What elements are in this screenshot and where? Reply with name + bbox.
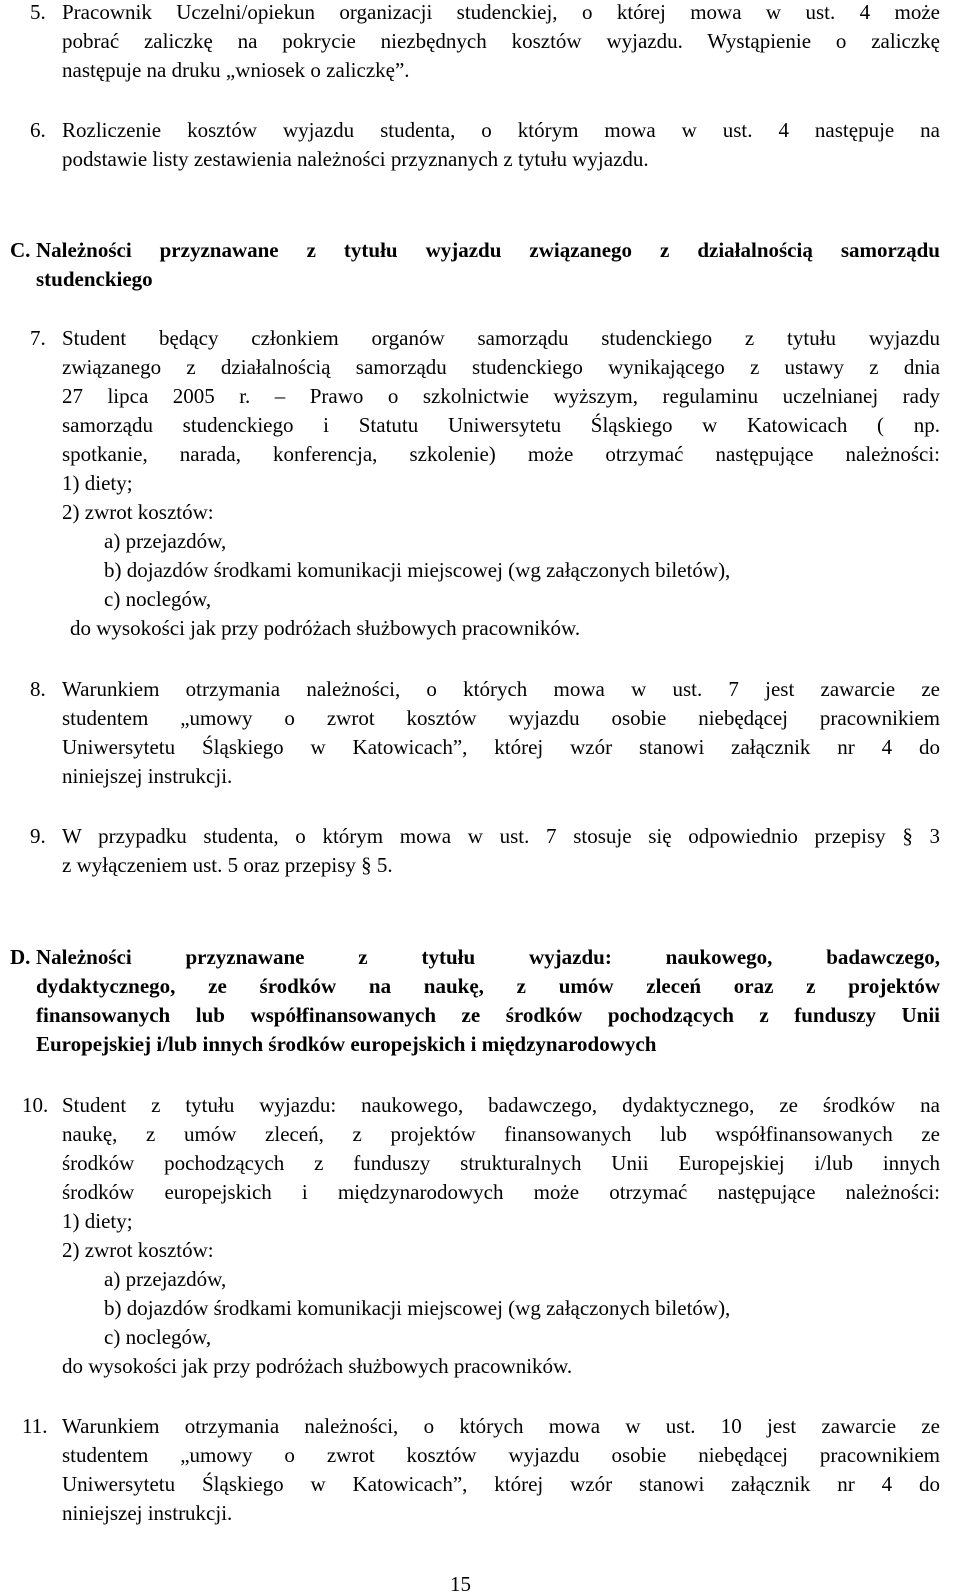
section-heading-line: Należności przyznawane z tytułu wyjazdu: naukowego, badawczego, [36,945,940,969]
paragraph-line: 27 lipca 2005 r. – Prawo o szkolnictwie wyższym, regulaminu uczelnianej rady [62,384,940,408]
page-number: 15 [450,1572,471,1596]
section-heading-line: Należności przyznawane z tytułu wyjazdu związanego z działalnością samorządu [36,238,940,262]
paragraph-line: spotkanie, narada, konferencja, szkolenie) może otrzymać następujące należności: [62,442,940,466]
section-heading-line: Europejskiej i/lub innych środków europejskich i międzynarodowych [36,1032,657,1056]
item-number: 6. [30,118,46,142]
paragraph-line: z wyłączeniem ust. 5 oraz przepisy § 5. [62,853,393,877]
paragraph-line: samorządu studenckiego i Statutu Uniwersytetu Śląskiego w Katowicach ( np. [62,413,940,437]
paragraph-line: pobrać zaliczkę na pokrycie niezbędnych kosztów wyjazdu. Wystąpienie o zaliczkę [62,29,940,53]
paragraph-line: związanego z działalnością samorządu studenckiego wynikającego z ustawy z dnia [62,355,940,379]
paragraph-closing: do wysokości jak przy podróżach służbowych pracowników. [62,1354,573,1378]
sublist-item: b) dojazdów środkami komunikacji miejscowej (wg załączonych biletów), [104,558,731,582]
sublist-item: a) przejazdów, [104,1267,227,1291]
item-number: 9. [30,824,46,848]
paragraph-line: środków pochodzących z funduszy strukturalnych Unii Europejskiej i/lub innych [62,1151,940,1175]
list-item: 1) diety; [62,1209,133,1233]
sublist-item: c) noclegów, [104,1325,212,1349]
section-letter: D. [10,945,31,969]
paragraph-line: środków europejskich i międzynarodowych może otrzymać następujące należności: [62,1180,940,1204]
paragraph-line: niniejszej instrukcji. [62,764,233,788]
paragraph-line: podstawie listy zestawienia należności przyznanych z tytułu wyjazdu. [62,147,649,171]
item-number: 10. [22,1093,49,1117]
section-letter: C. [10,238,31,262]
paragraph-line: Rozliczenie kosztów wyjazdu studenta, o którym mowa w ust. 4 następuje na [62,118,940,142]
section-heading-line: studenckiego [36,267,153,291]
section-heading-line: finansowanych lub współfinansowanych ze środków pochodzących z funduszy Unii [36,1003,940,1027]
item-number: 11. [22,1414,48,1438]
list-item: 1) diety; [62,471,133,495]
paragraph-line: Pracownik Uczelni/opiekun organizacji studenckiej, o której mowa w ust. 4 może [62,0,940,24]
item-number: 5. [30,0,46,24]
paragraph-line: Student z tytułu wyjazdu: naukowego, badawczego, dydaktycznego, ze środków na [62,1093,940,1117]
sublist-item: a) przejazdów, [104,529,227,553]
paragraph-line: naukę, z umów zleceń, z projektów finansowanych lub współfinansowanych ze [62,1122,940,1146]
item-number: 7. [30,326,46,350]
paragraph-line: studentem „umowy o zwrot kosztów wyjazdu osobie niebędącej pracownikiem [62,1443,940,1467]
paragraph-line: niniejszej instrukcji. [62,1501,233,1525]
paragraph-line: Warunkiem otrzymania należności, o których mowa w ust. 10 jest zawarcie ze [62,1414,940,1438]
paragraph-closing: do wysokości jak przy podróżach służbowych pracowników. [70,616,581,640]
section-heading-line: dydaktycznego, ze środków na naukę, z umów zleceń oraz z projektów [36,974,940,998]
sublist-item: b) dojazdów środkami komunikacji miejscowej (wg załączonych biletów), [104,1296,731,1320]
paragraph-line: Uniwersytetu Śląskiego w Katowicach”, której wzór stanowi załącznik nr 4 do [62,1472,940,1496]
paragraph-line: W przypadku studenta, o którym mowa w ust. 7 stosuje się odpowiednio przepisy § 3 [62,824,940,848]
paragraph-line: Warunkiem otrzymania należności, o których mowa w ust. 7 jest zawarcie ze [62,677,940,701]
paragraph-line: Student będący członkiem organów samorządu studenckiego z tytułu wyjazdu [62,326,940,350]
item-number: 8. [30,677,46,701]
list-item: 2) zwrot kosztów: [62,500,214,524]
sublist-item: c) noclegów, [104,587,212,611]
paragraph-line: studentem „umowy o zwrot kosztów wyjazdu osobie niebędącej pracownikiem [62,706,940,730]
list-item: 2) zwrot kosztów: [62,1238,214,1262]
paragraph-line: Uniwersytetu Śląskiego w Katowicach”, której wzór stanowi załącznik nr 4 do [62,735,940,759]
paragraph-line: następuje na druku „wniosek o zaliczkę”. [62,58,410,82]
